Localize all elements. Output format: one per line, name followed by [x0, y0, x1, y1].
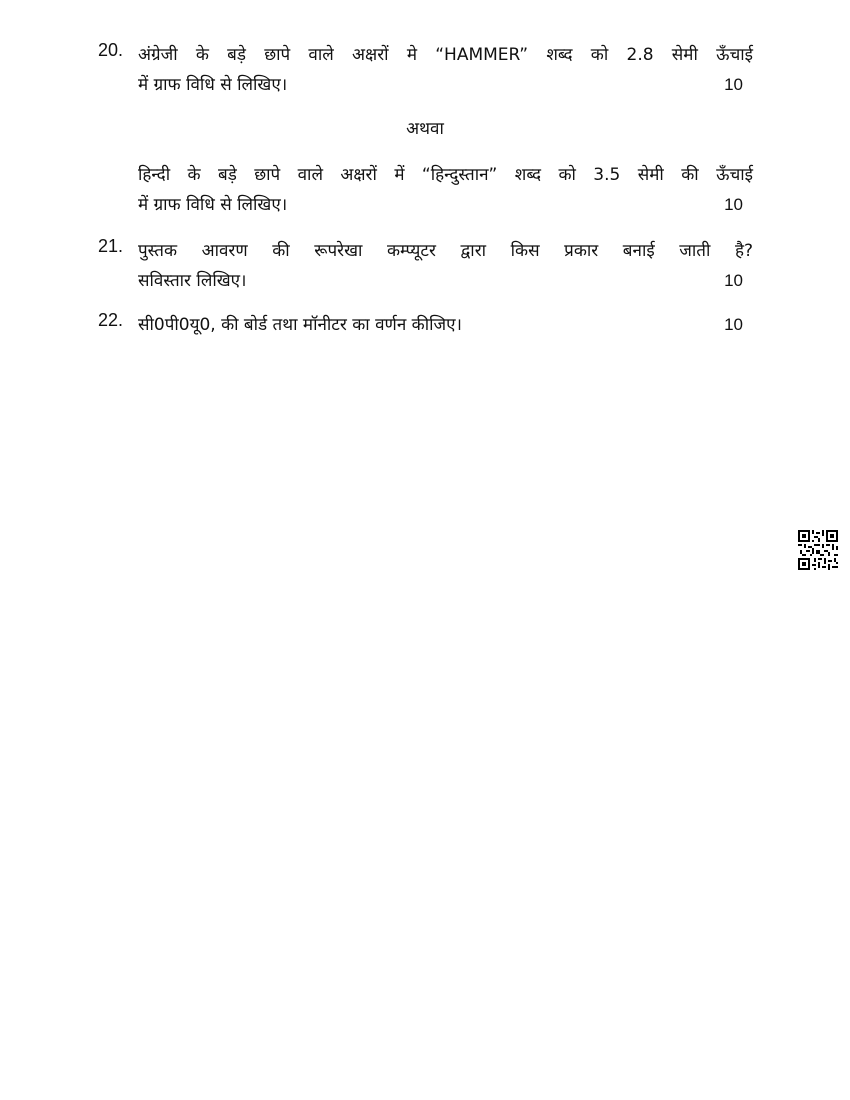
- question-20-alternative: [98, 160, 753, 220]
- question-text-line1: सी0पी0यू0, की बोर्ड तथा मॉनीटर का वर्णन कीजिए।: [138, 315, 462, 335]
- or-separator: अथवा: [406, 119, 444, 139]
- question-22: [98, 310, 753, 340]
- question-21: [98, 236, 753, 296]
- question-text-line1: पुस्तक आवरण की रूपरेखा कम्प्यूटर द्वारा किस प्रकार बनाई जाती है?: [138, 241, 753, 261]
- question-text-line2: सविस्तार लिखिए।: [138, 271, 247, 291]
- marks: 10: [724, 75, 743, 94]
- question-text-line1: हिन्दी के बड़े छापे वाले अक्षरों में “हिन्दुस्तान” शब्द को 3.5 सेमी की ऊँचाई: [138, 165, 753, 185]
- marks: 10: [724, 271, 743, 290]
- question-text-line1: अंग्रेजी के बड़े छापे वाले अक्षरों मे “HAMMER” शब्द को 2.8 सेमी ऊँचाई: [138, 45, 753, 65]
- question-text-line2-row: [138, 266, 753, 296]
- marks: 10: [724, 195, 743, 214]
- question-text-line2: में ग्राफ विधि से लिखिए।: [138, 195, 288, 215]
- qr-code-icon: [798, 530, 838, 570]
- question-number: 21.: [98, 236, 124, 256]
- question-number: 20.: [98, 40, 124, 60]
- question-number: 22.: [98, 310, 124, 330]
- marks: 10: [724, 315, 743, 334]
- question-text-line2-row: [138, 190, 753, 220]
- question-20: [98, 40, 753, 100]
- question-text-line2: में ग्राफ विधि से लिखिए।: [138, 75, 288, 95]
- question-text-line2-row: [138, 70, 753, 100]
